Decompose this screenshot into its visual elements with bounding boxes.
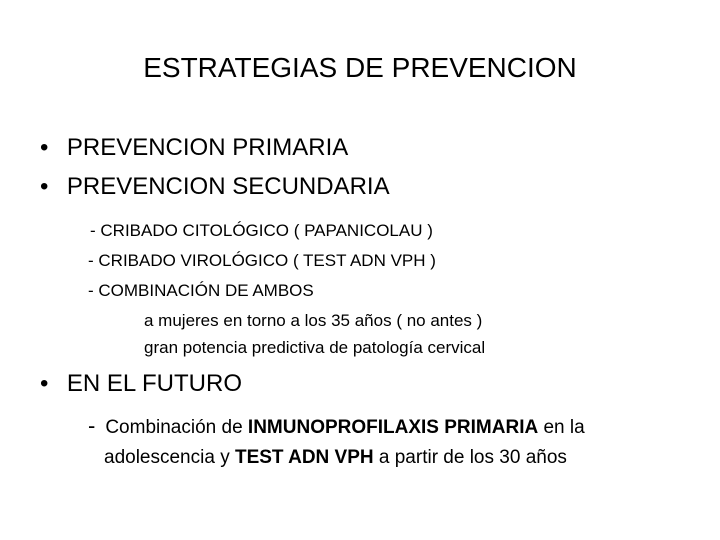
future-bold-1: INMUNOPROFILAXIS PRIMARIA xyxy=(247,417,539,438)
future-text-1: Combinación de xyxy=(105,417,248,438)
sub-item-citologico: - CRIBADO CITOLÓGICO ( PAPANICOLAU ) xyxy=(90,221,433,240)
bullet-secondary xyxy=(40,173,390,201)
future-text-4: a partir de los 30 años xyxy=(373,447,567,468)
future-dash: - xyxy=(88,413,96,438)
bullet-marker: • xyxy=(40,134,49,161)
sub-item-combinacion: - COMBINACIÓN DE AMBOS xyxy=(88,281,314,300)
bullet-primary-text: PREVENCION PRIMARIA xyxy=(66,134,349,161)
bullet-marker: • xyxy=(40,370,49,397)
bullet-primary xyxy=(40,134,348,162)
sub-item-virologico: - CRIBADO VIROLÓGICO ( TEST ADN VPH ) xyxy=(88,251,436,270)
note-predictive: gran potencia predictiva de patología cervical xyxy=(144,338,486,357)
future-text-3: adolescencia y xyxy=(104,447,235,468)
bullet-marker: • xyxy=(40,173,49,200)
future-line-2 xyxy=(104,446,567,470)
future-line-1 xyxy=(88,414,585,440)
note-age: a mujeres en torno a los 35 años ( no antes ) xyxy=(144,311,483,330)
slide-title: ESTRATEGIAS DE PREVENCION xyxy=(143,52,577,83)
future-text-2: en la xyxy=(538,417,585,438)
future-bold-2: TEST ADN VPH xyxy=(234,447,374,468)
bullet-future xyxy=(40,370,242,398)
bullet-future-text: EN EL FUTURO xyxy=(66,370,242,397)
bullet-secondary-text: PREVENCION SECUNDARIA xyxy=(66,173,390,200)
